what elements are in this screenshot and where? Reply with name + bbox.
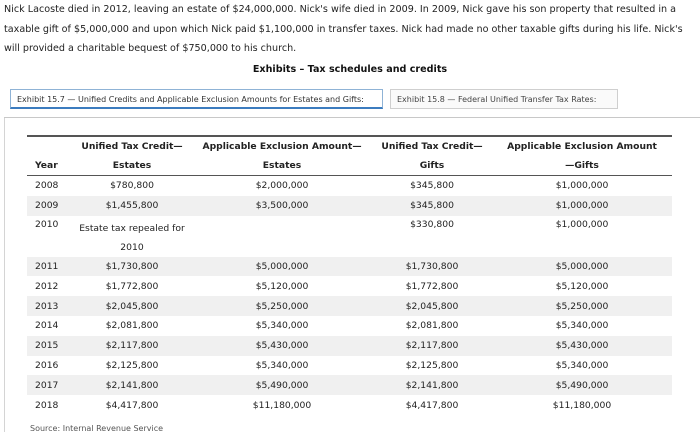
table-row — [27, 395, 672, 415]
credit-gifts-cell: $2,045,800 — [372, 296, 492, 316]
credit-estates-cell: $1,772,800 — [105, 280, 159, 292]
exclusion-estates-cell: $2,000,000 — [255, 180, 309, 192]
col-exclusion-estates-header: Applicable Exclusion Amount— Estates — [192, 137, 372, 176]
repeal-note-year: 2010 — [120, 241, 144, 253]
tab-exhibit-15-8[interactable]: Exhibit 15.8 — Federal Unified Transfer Tax Rates: — [390, 89, 618, 109]
year-cell: 2013 — [27, 296, 72, 316]
table-row — [27, 296, 672, 316]
exhibits-heading: Exhibits – Tax schedules and credits — [252, 64, 448, 75]
credit-gifts-cell: $2,141,800 — [372, 375, 492, 395]
table-row — [27, 276, 672, 296]
year-cell: 2008 — [35, 180, 59, 192]
exclusion-gifts-cell: $11,180,000 — [552, 399, 612, 411]
year-cell: 2016 — [35, 359, 59, 371]
exclusion-gifts-cell: $5,120,000 — [555, 280, 609, 292]
exclusion-estates-cell: $5,340,000 — [255, 359, 309, 371]
credit-estates-cell: $780,800 — [110, 180, 154, 192]
credit-estates-cell: $2,125,800 — [105, 359, 159, 371]
credit-gifts-cell: $2,117,800 — [372, 336, 492, 356]
table-row — [27, 196, 672, 216]
exhibit-tabs — [4, 81, 700, 118]
problem-statement: Nick Lacoste died in 2012, leaving an estate of $24,000,000. Nick's wife died in 2009. In 2009, Nick gave his son property that resulted in a taxable gift of $5,000,000 and upon which Nick paid $1,100,000 in transfer taxes. Nick had made no other taxable gifts during his life. Nick's will provided a charitable bequest of $750,000 to his church. — [4, 4, 683, 54]
credit-estates-cell: $1,455,800 — [72, 196, 192, 216]
year-cell: 2015 — [27, 336, 72, 356]
source-note: Source: Internal Revenue Service — [30, 424, 164, 433]
exclusion-gifts-cell: $1,000,000 — [555, 218, 609, 230]
unified-credits-table — [27, 135, 672, 415]
col-credit-estates-header: Unified Tax Credit— Estates — [72, 137, 192, 176]
col-credit-gifts-header: Unified Tax Credit— Gifts — [372, 137, 492, 176]
exclusion-gifts-cell: $1,000,000 — [555, 180, 609, 192]
year-cell: 2012 — [35, 280, 59, 292]
exclusion-estates-cell: $5,490,000 — [192, 375, 372, 395]
exclusion-estates-cell: $5,430,000 — [192, 336, 372, 356]
credit-gifts-cell: $4,417,800 — [405, 399, 459, 411]
exclusion-gifts-cell: $5,430,000 — [492, 336, 672, 356]
exclusion-estates-cell: $3,500,000 — [192, 196, 372, 216]
credit-gifts-cell: $2,125,800 — [405, 359, 459, 371]
credit-gifts-cell: $1,730,800 — [372, 257, 492, 277]
year-cell: 2014 — [35, 320, 59, 332]
credit-gifts-cell: $330,800 — [410, 218, 454, 230]
exclusion-estates-cell — [192, 216, 372, 257]
table-row — [27, 375, 672, 395]
credit-gifts-cell: $2,081,800 — [405, 320, 459, 332]
credit-estates-cell: $2,117,800 — [72, 336, 192, 356]
col-year-header: Year — [27, 137, 72, 176]
year-cell: 2011 — [27, 257, 72, 277]
year-cell: 2009 — [27, 196, 72, 216]
table-row — [27, 216, 672, 257]
exclusion-estates-cell: $5,250,000 — [192, 296, 372, 316]
col-exclusion-gifts-header: Applicable Exclusion Amount —Gifts — [492, 137, 672, 176]
table-row — [27, 316, 672, 336]
year-cell: 2018 — [35, 399, 59, 411]
table-row — [27, 356, 672, 376]
exclusion-estates-cell: $5,340,000 — [255, 320, 309, 332]
credit-estates-cell: $2,045,800 — [72, 296, 192, 316]
table-row — [27, 176, 672, 196]
credit-estates-cell: $4,417,800 — [105, 399, 159, 411]
tab-exhibit-15-7[interactable]: Exhibit 15.7 — Unified Credits and Applicable Exclusion Amounts for Estates and Gifts: — [10, 89, 383, 109]
credit-estates-cell — [72, 216, 192, 257]
exclusion-gifts-cell: $5,490,000 — [492, 375, 672, 395]
exclusion-gifts-cell: $1,000,000 — [492, 196, 672, 216]
credit-gifts-cell: $345,800 — [410, 180, 454, 192]
credit-gifts-cell: $345,800 — [372, 196, 492, 216]
exclusion-gifts-cell: $5,000,000 — [492, 257, 672, 277]
exclusion-estates-cell: $5,000,000 — [192, 257, 372, 277]
exclusion-estates-cell: $5,120,000 — [255, 280, 309, 292]
table-header-row — [27, 137, 672, 176]
credit-estates-cell: $2,081,800 — [105, 320, 159, 332]
credit-estates-cell: $2,141,800 — [72, 375, 192, 395]
year-cell: 2017 — [27, 375, 72, 395]
credit-gifts-cell: $1,772,800 — [405, 280, 459, 292]
table-row — [27, 336, 672, 356]
table-row — [27, 257, 672, 277]
exclusion-gifts-cell: $5,340,000 — [555, 320, 609, 332]
exclusion-gifts-cell: $5,340,000 — [555, 359, 609, 371]
repeal-note: Estate tax repealed for — [79, 222, 185, 234]
exclusion-gifts-cell: $5,250,000 — [492, 296, 672, 316]
year-cell: 2010 — [35, 218, 59, 230]
credit-estates-cell: $1,730,800 — [72, 257, 192, 277]
exclusion-estates-cell: $11,180,000 — [252, 399, 312, 411]
